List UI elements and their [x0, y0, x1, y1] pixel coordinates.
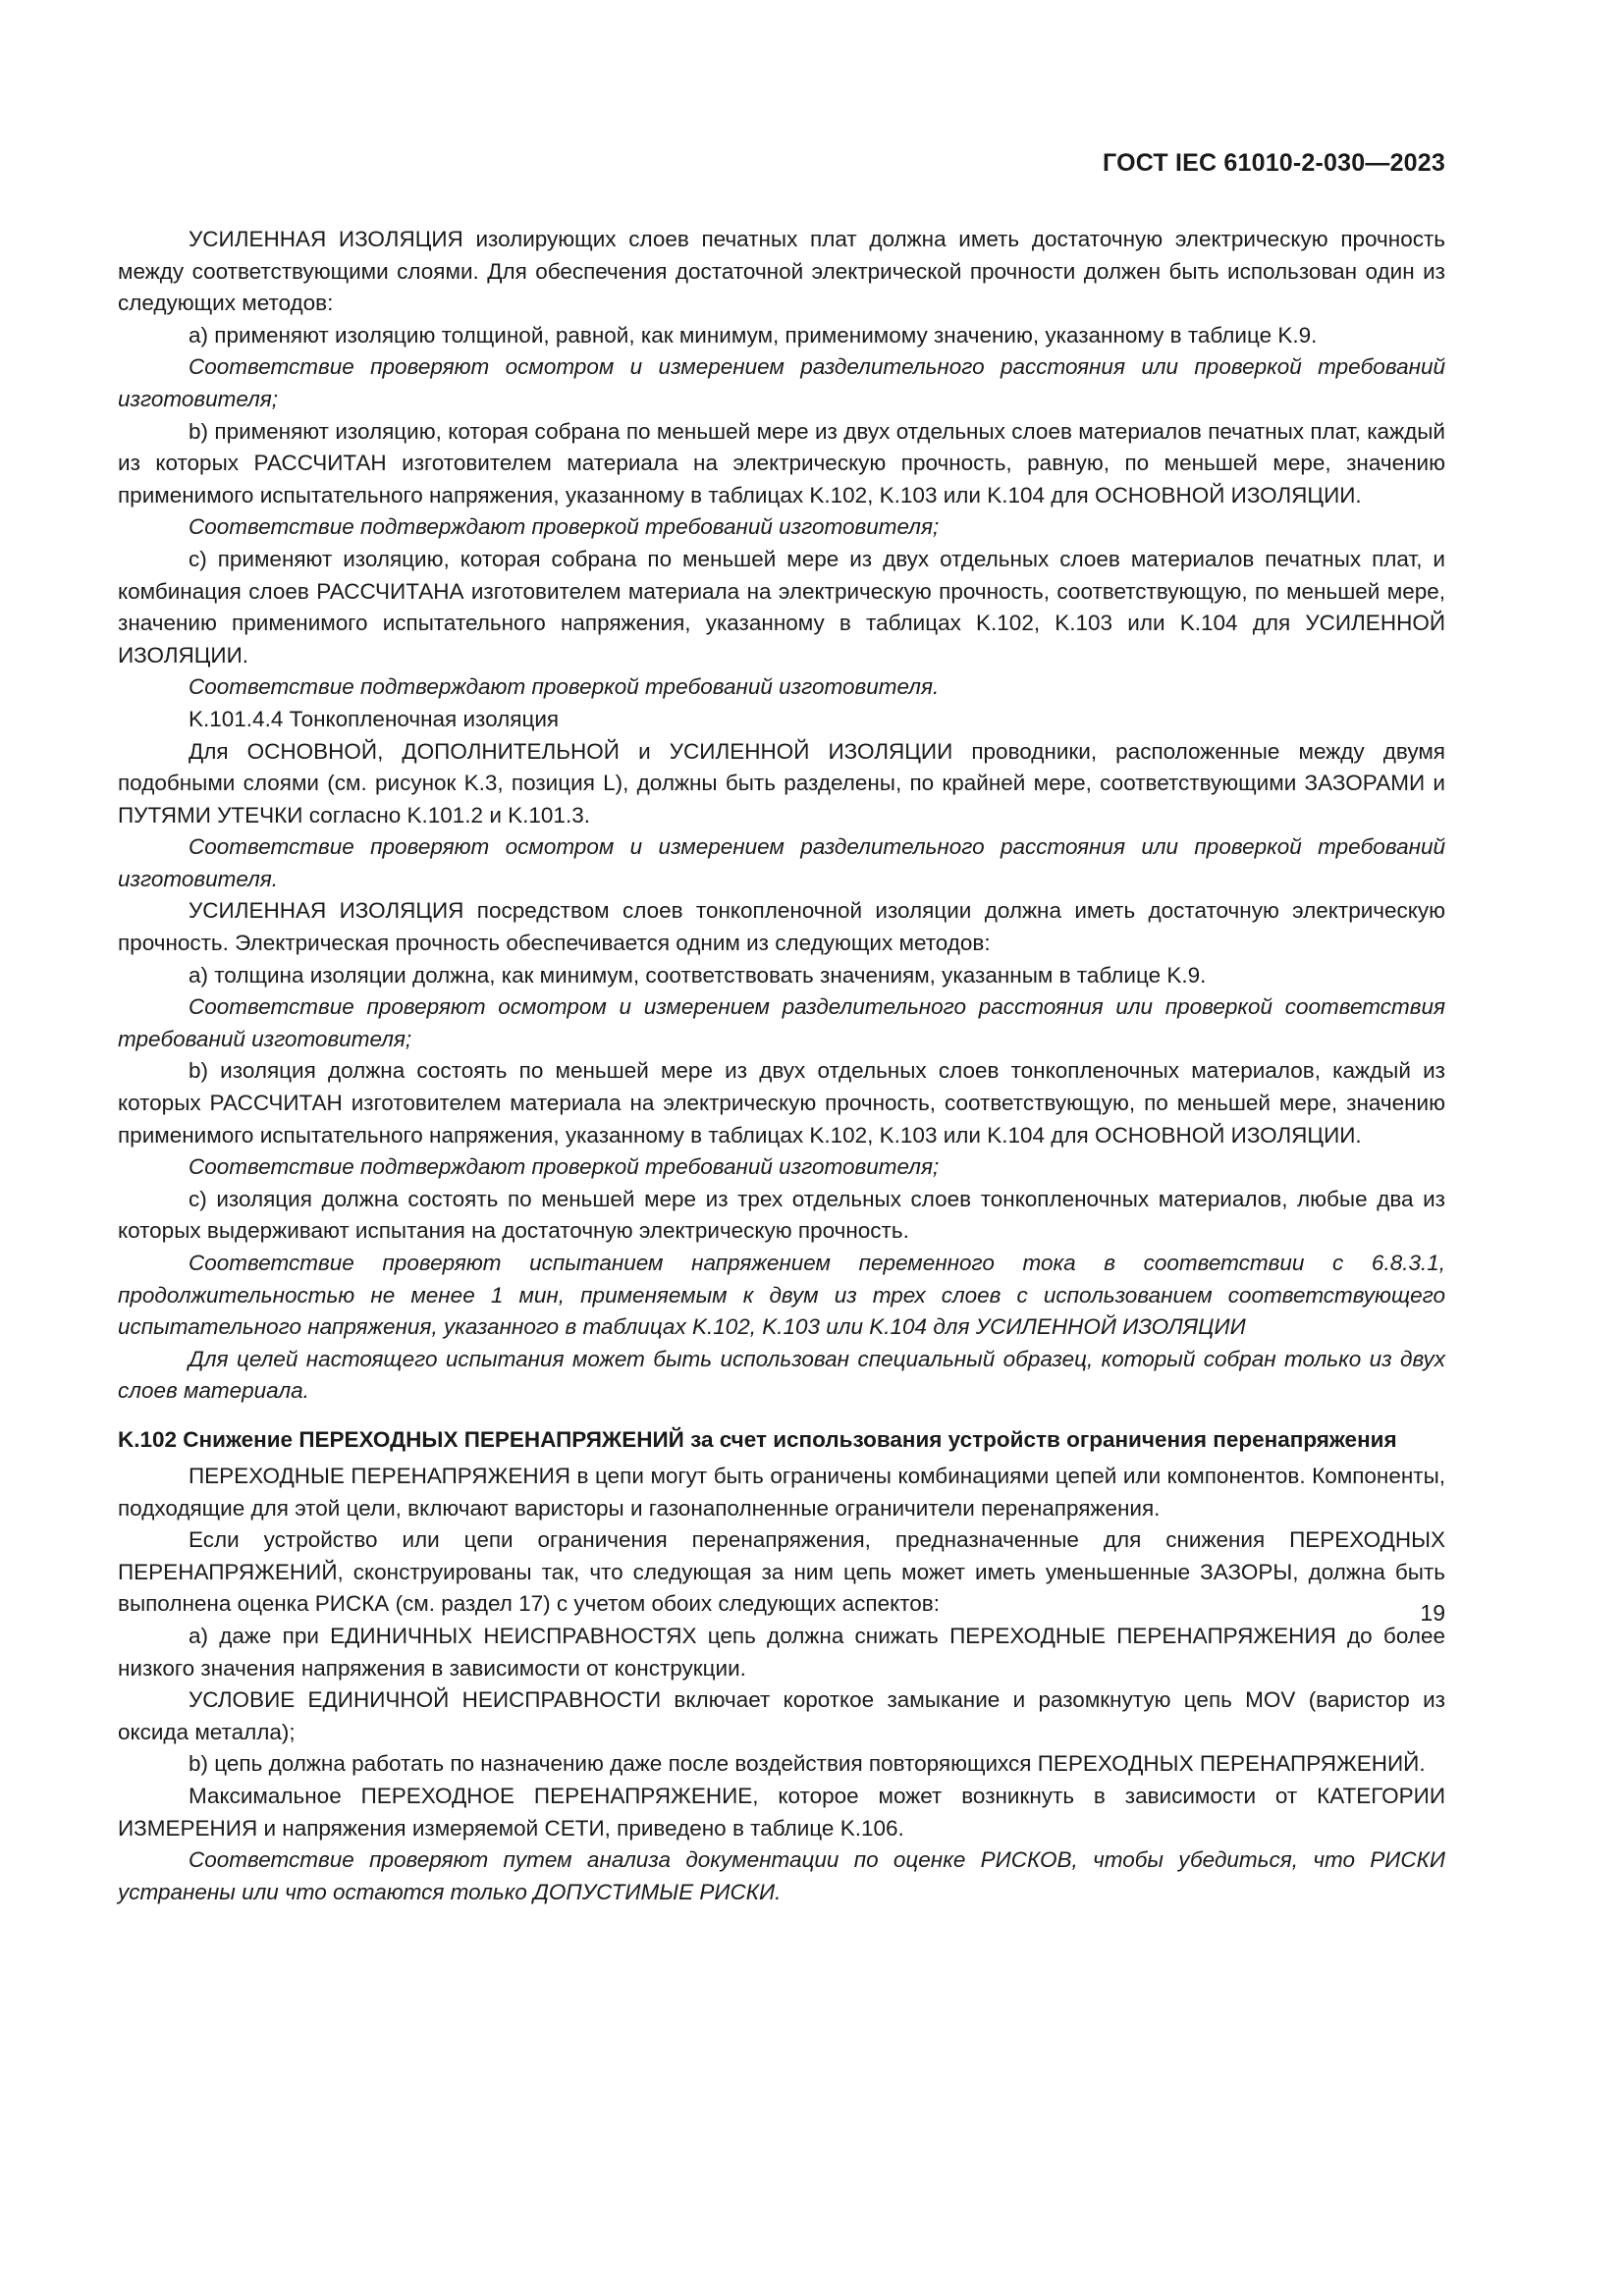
paragraph: Если устройство или цепи ограничения перенапряжения, предназначенные для снижения ПЕРЕХОДНЫХ ПЕРЕНАПРЯЖЕНИЙ, сконструированы так, что следующая за ним цепь может иметь уменьшенные ЗАЗОРЫ, должна быть выполнена оценка РИСКА (см. раздел 17) с учетом обоих следующих аспектов:	[118, 1527, 1445, 1617]
section-title-k102: K.102 Снижение ПЕРЕХОДНЫХ ПЕРЕНАПРЯЖЕНИЙ за счет использования устройств ограничения перенапряжения	[118, 1426, 1397, 1452]
paragraph: Для ОСНОВНОЙ, ДОПОЛНИТЕЛЬНОЙ и УСИЛЕННОЙ ИЗОЛЯЦИИ проводники, расположенные между двумя подобными слоями (см. рисунок K.3, позиция L), должны быть разделены, по крайней мере, соответствующими ЗАЗОРАМИ и ПУТЯМИ УТЕЧКИ согласно K.101.2 и K.101.3.	[118, 738, 1445, 828]
list-item-c: c) применяют изоляцию, которая собрана по меньшей мере из двух отдельных слоев материалов печатных плат, и комбинация слоев РАССЧИТАНА изготовителем материала на электрическую прочность, соответствующую, по меньшей мере, значению применимого испытательного напряжения, указанному в таблицах K.102, K.103 или K.104 для УСИЛЕННОЙ ИЗОЛЯЦИИ.	[118, 546, 1445, 667]
compliance-note: Соответствие проверяют осмотром и измерением разделительного расстояния или проверкой соответствия требований изготовителя;	[118, 994, 1445, 1051]
paragraph: УСИЛЕННАЯ ИЗОЛЯЦИЯ посредством слоев тонкопленочной изоляции должна иметь достаточную электрическую прочность. Электрическая прочность обеспечивается одним из следующих методов:	[118, 898, 1445, 956]
list-item-a: a) даже при ЕДИНИЧНЫХ НЕИСПРАВНОСТЯХ цепь должна снижать ПЕРЕХОДНЫЕ ПЕРЕНАПРЯЖЕНИЯ до более низкого значения напряжения в зависимости от конструкции.	[118, 1623, 1445, 1681]
page-number: 19	[1420, 1600, 1445, 1626]
compliance-note: Соответствие подтверждают проверкой требований изготовителя.	[189, 674, 940, 700]
document-body	[118, 224, 1445, 1908]
paragraph: ПЕРЕХОДНЫЕ ПЕРЕНАПРЯЖЕНИЯ в цепи могут быть ограничены комбинациями цепей или компонентов. Компоненты, подходящие для этой цели, включают варисторы и газонаполненные ограничители перенапряжения.	[118, 1463, 1445, 1521]
compliance-note: Соответствие проверяют испытанием напряжением переменного тока в соответствии с 6.8.3.1, продолжительностью не менее 1 мин, применяемым к двум из трех слоев с использованием соответствующего испытательного напряжения, указанного в таблицах K.102, K.103 или K.104 для УСИЛЕННОЙ ИЗОЛЯЦИИ	[118, 1251, 1445, 1340]
compliance-note: Соответствие проверяют осмотром и измерением разделительного расстояния или проверкой требований изготовителя;	[118, 354, 1445, 411]
clause-heading: K.101.4.4 Тонкопленочная изоляция	[189, 706, 560, 731]
list-item-c: c) изоляция должна состоять по меньшей мере из трех отдельных слоев тонкопленочных материалов, любые два из которых выдерживают испытания на достаточную электрическую прочность.	[118, 1186, 1445, 1244]
compliance-note: Для целей настоящего испытания может быть использован специальный образец, который собран только из двух слоев материала.	[118, 1346, 1445, 1404]
paragraph: УСЛОВИЕ ЕДИНИЧНОЙ НЕИСПРАВНОСТИ включает короткое замыкание и разомкнутую цепь MOV (варистор из оксида металла);	[118, 1687, 1445, 1744]
standard-header: ГОСТ IEC 61010-2-030—2023	[1103, 149, 1445, 177]
list-item-a: a) применяют изоляцию толщиной, равной, как минимум, применимому значению, указанному в таблице K.9.	[189, 322, 1318, 347]
compliance-note: Соответствие подтверждают проверкой требований изготовителя;	[189, 1154, 940, 1180]
list-item-a: a) толщина изоляции должна, как минимум, соответствовать значениям, указанным в таблице K.9.	[189, 962, 1207, 988]
list-item-b: b) применяют изоляцию, которая собрана по меньшей мере из двух отдельных слоев материалов печатных плат, каждый из которых РАССЧИТАН изготовителем материала на электрическую прочность, равную, по меньшей мере, значению применимого испытательного напряжения, указанному в таблицах K.102, K.103 или K.104 для ОСНОВНОЙ ИЗОЛЯЦИИ.	[118, 418, 1445, 507]
paragraph: Максимальное ПЕРЕХОДНОЕ ПЕРЕНАПРЯЖЕНИЕ, которое может возникнуть в зависимости от КАТЕГОРИИ ИЗМЕРЕНИЯ и напряжения измеряемой СЕТИ, приведено в таблице K.106.	[118, 1783, 1445, 1841]
compliance-note: Соответствие проверяют путем анализа документации по оценке РИСКОВ, чтобы убедиться, что РИСКИ устранены или что остаются только ДОПУСТИМЫЕ РИСКИ.	[118, 1847, 1445, 1904]
compliance-note: Соответствие проверяют осмотром и измерением разделительного расстояния или проверкой требований изготовителя.	[118, 834, 1445, 891]
list-item-b: b) цепь должна работать по назначению даже после воздействия повторяющихся ПЕРЕХОДНЫХ ПЕРЕНАПРЯЖЕНИЙ.	[189, 1751, 1426, 1777]
list-item-b: b) изоляция должна состоять по меньшей мере из двух отдельных слоев тонкопленочных материалов, каждый из которых РАССЧИТАН изготовителем материала на электрическую прочность, соответствующую, по меньшей мере, значению применимого испытательного напряжения, указанному в таблицах K.102, K.103 или K.104 для ОСНОВНОЙ ИЗОЛЯЦИИ.	[118, 1058, 1445, 1148]
paragraph: УСИЛЕННАЯ ИЗОЛЯЦИЯ изолирующих слоев печатных плат должна иметь достаточную электрическую прочность между соответствующими слоями. Для обеспечения достаточной электрической прочности должен быть использован один из следующих методов:	[118, 227, 1445, 316]
compliance-note: Соответствие подтверждают проверкой требований изготовителя;	[189, 514, 940, 540]
